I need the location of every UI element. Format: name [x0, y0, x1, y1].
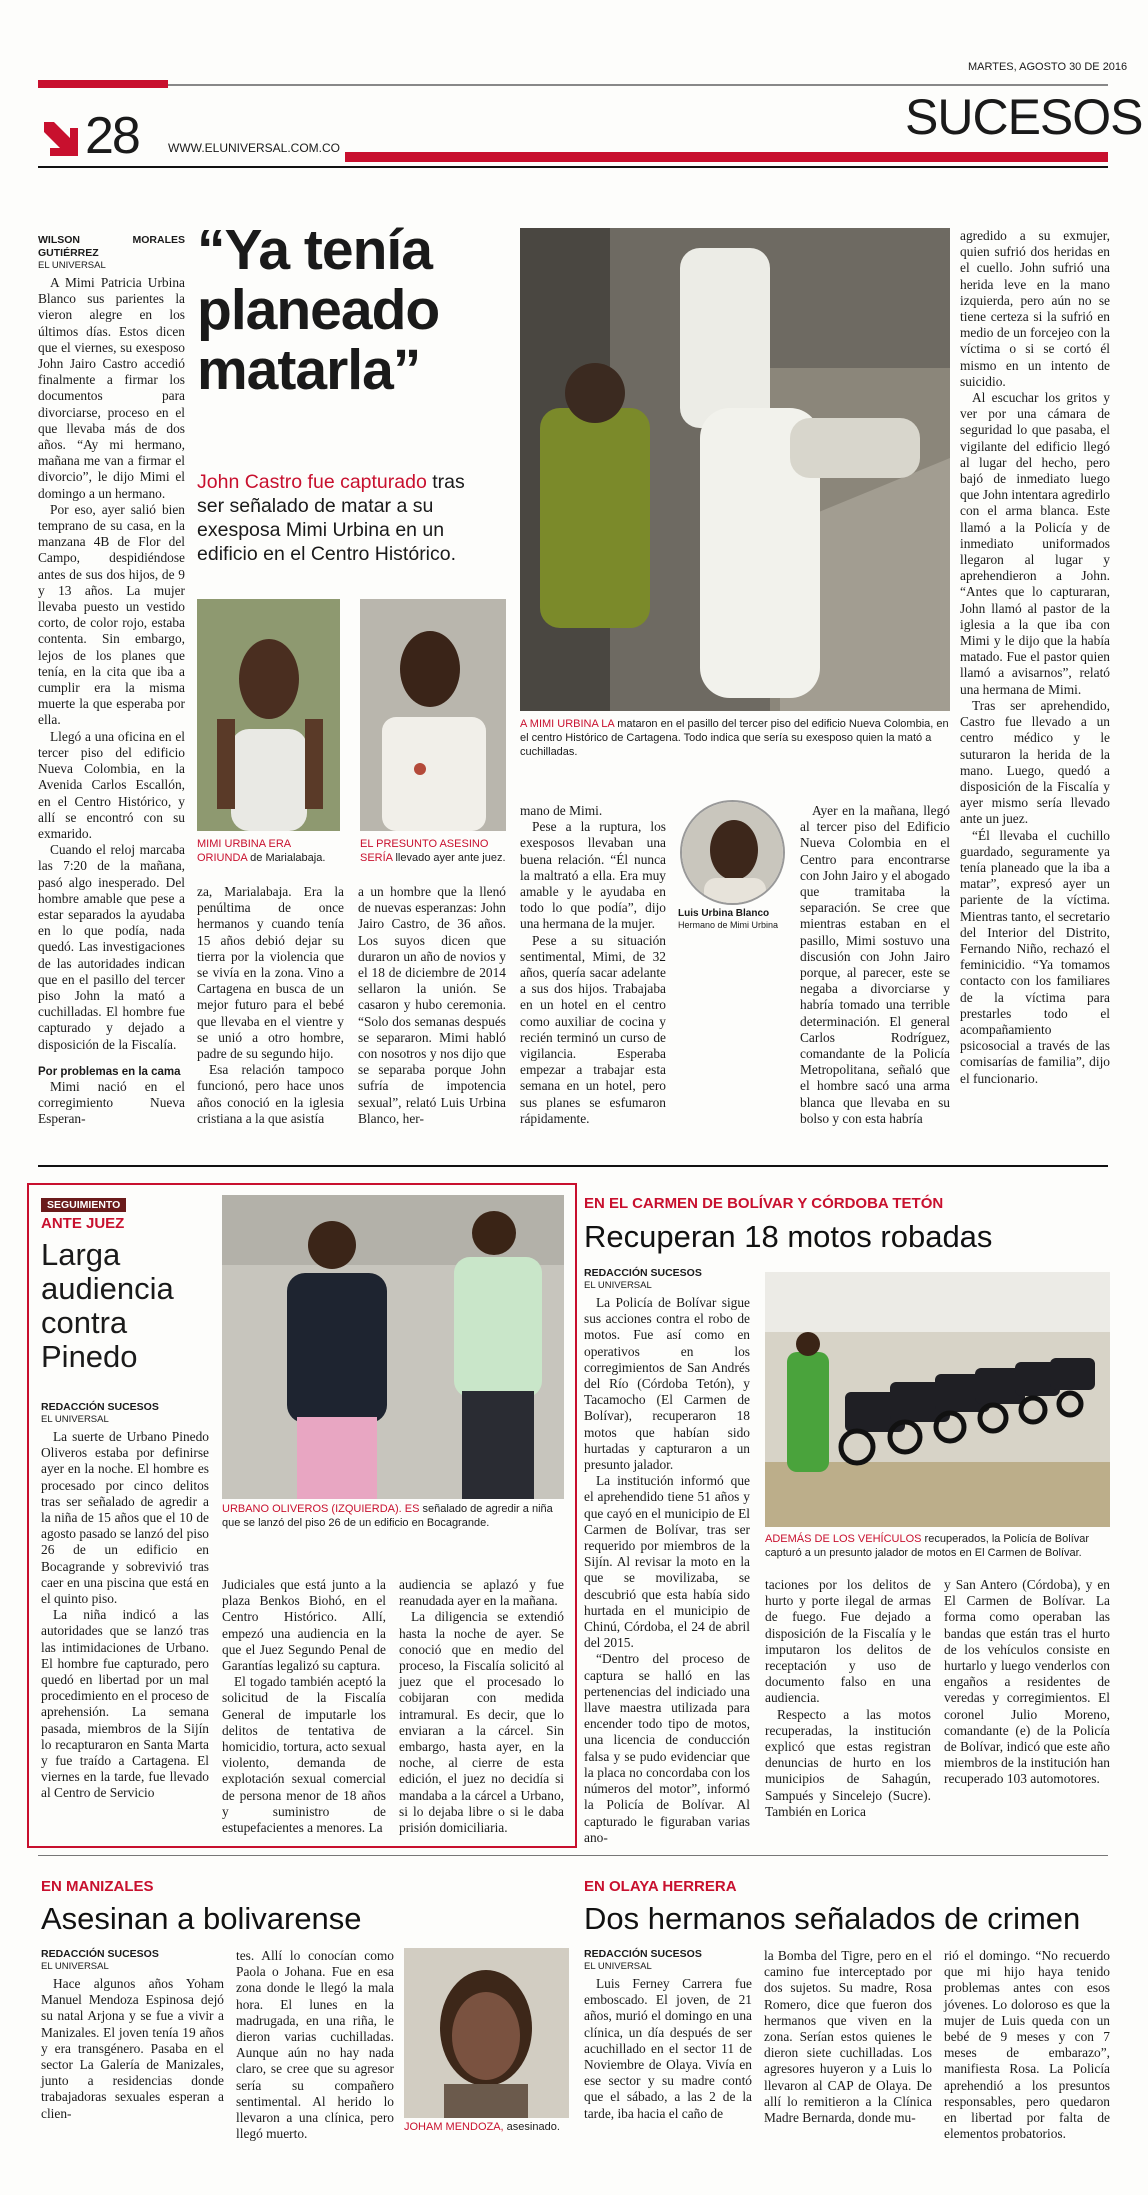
paragraph: La niña indicó a las autoridades que se lanzó tras las intimidaciones de Urbano. El hombre fue capturado, pero quedó en libertad por un mal procedimiento en el proceso de aprehensión. La semana pasada, miembros de la Sijín lo recapturaron en Santa Marta y fue traído a Cartagena. El viernes en la tarde, fue llevado al Centro de Servicio: [41, 1607, 209, 1801]
pinedo-headline: Larga audiencia contra Pinedo: [41, 1237, 174, 1374]
crime-scene-photo-caption: A MIMI URBINA LA mataron en el pasillo del tercer piso del edificio Nueva Colombia, en el centro Histórico de Cartagena. Todo indica que sería su exesposo quien la mató a cuchilladas.: [520, 718, 949, 758]
manizales-col-2: [236, 1948, 394, 2142]
olaya-kicker: EN OLAYA HERRERA: [584, 1878, 737, 1895]
olaya-byline: REDACCIÓN SUCESOS: [584, 1948, 702, 1960]
paragraph: Respecto a las motos recuperadas, la institución explicó que estas registran denuncias de hurto en los municipios de Sahagún, Sampués y Sincelejo (Sucre). También en Lorica: [765, 1706, 931, 1819]
olaya-col-3: [944, 1948, 1110, 2142]
motos-photo-caption: ADEMÁS DE LOS VEHÍCULOS recuperados, la Policía de Bolívar capturó a un presunto jalador de motos en El Carmen de Bolívar.: [765, 1533, 1090, 1559]
header-red-rule: [345, 152, 1108, 162]
pinedo-label: SEGUIMIENTO: [41, 1198, 126, 1212]
pinedo-photo: [222, 1195, 564, 1499]
paragraph: La diligencia se extendió hasta la noche de ayer. Se conoció que en medio del proceso, la Fiscalía solicitó al juez que el procesado lo cobijaran con medida intramural. Es decir, que lo enviaran a la cárcel. Sin embargo, hasta ayer, en la noche, al cierre de esta edición, el juez no decidía si mandaba a la cárcel a Urbano, si lo dejaba libre o si le daba prisión domiciliaria.: [399, 1609, 564, 1836]
main-subhead: Por problemas en la cama: [38, 1065, 181, 1078]
deck-highlight: John Castro fue capturado: [197, 471, 427, 493]
paragraph: “Él llevaba el cuchillo guardado, seguramente ya tenía planeado que la iba a matar”, expresó ayer un pariente de la víctima. Mientras tanto, el secretario del Interior del Distrito, Fernando Niño, rechazó el feminicidio. “Ya tomamos contacto con los familiares de la víctima para prestarles todo el acompañamiento psicosocial a través de las comisarías de familia”, dijo el funcionario.: [960, 827, 1110, 1086]
paragraph: Pese a la ruptura, los exesposos llevaban una buena relación. “Él nunca la maltrató a ella. Era muy amable y le ayudaba en todo lo que podía”, dijo una hermana de la mujer.: [520, 819, 666, 932]
paragraph: a un hombre que la llenó de nuevas esperanzas: John Jairo Castro, de 36 años. Los suyos dicen que duraron un año de novios y el 18 de diciembre de 2014 sellaron la unión. Se casaron y hubo ceremonia. “Solo dos semanas después se separaron. Mimi habló con nosotros y nos dijo que se separaba porque John sufría de impotencia sexual”, relató Luis Urbina Blanco, her-: [358, 884, 506, 1126]
pinedo-col-1: [41, 1401, 209, 1802]
motos-byline: REDACCIÓN SUCESOS: [584, 1267, 702, 1279]
main-col-2: [197, 884, 344, 1127]
paragraph: El togado también aceptó la solicitud de la Fiscalía General de imputarle los delitos de tentativa de homicidio, tortura, acto sexual violento, demanda de explotación sexual comercial de persona menor de 18 años y suministro de estupefacientes a menores. La: [222, 1674, 386, 1836]
pinedo-kicker: ANTE JUEZ: [41, 1215, 125, 1232]
paragraph: Luis Ferney Carrera fue emboscado. El joven, de 21 años, murió el domingo en una clínica, un día después de ser acuchillado en el sector 11 de Noviembre de Olaya. Vivía en ese sector y su madre contó que el sábado, a las 2 de la tarde, iba hacia el caño de: [584, 1976, 752, 2121]
paragraph: Hace algunos años Yoham Manuel Mendoza Espinosa dejó su natal Arjona y se fue a vivir a Manizales. El joven tenía 19 años y era transgénero. Pasaba en el sector La Galería de Manizales, junto a residencias donde trabajadoras sexuales esperan a clien-: [41, 1976, 224, 2121]
paragraph: Mimi nació en el corregimiento Nueva Esperan-: [38, 1078, 185, 1127]
pinedo-byline: REDACCIÓN SUCESOS: [41, 1401, 159, 1413]
header-top-red-bar: [38, 80, 168, 88]
manizales-byline: REDACCIÓN SUCESOS: [41, 1948, 159, 1960]
manizales-kicker: EN MANIZALES: [41, 1878, 154, 1895]
deck-text: tras ser señalado de matar a su exesposa Mimi Urbina en un edificio en el Centro Histórico.: [197, 471, 465, 565]
manizales-col-1: [41, 1948, 224, 2122]
motos-col-3: [944, 1577, 1110, 1788]
main-col-5: [800, 803, 950, 1127]
manizales-byline-org: EL UNIVERSAL: [41, 1961, 109, 1972]
website-url[interactable]: WWW.ELUNIVERSAL.COM.CO: [168, 141, 341, 155]
motos-col-1: [584, 1267, 750, 1846]
pinedo-photo-caption: URBANO OLIVEROS (IZQUIERDA). ES señalado de agredir a niña que se lanzó del piso 26 de un edificio en Bocagrande.: [222, 1503, 553, 1529]
paragraph: Por eso, ayer salió bien temprano de su casa, en la manzana 4B de Flor del Campo, despidiéndose antes de sus dos hijos, de 9 y 13 años. La mujer llevaba puesto un vestido corto, de color rojo, estaba contenta. Sin embargo, lejos de los planes que tenía, en la cita que iba a cumplir era la misma muerte la que esperaba por ella.: [38, 501, 185, 728]
main-col-6: [960, 228, 1110, 1087]
paragraph: Al escuchar los gritos y ver por una cámara de seguridad lo que pasaba, el vigilante del edificio llegó al lugar del hecho, pero bajó de inmediato luego que John intentara agredirlo con el arma blanca. Este llamó a la Policía y de inmediato uniformados llegaron al lugar y aprehendieron a John. “Antes que lo capturaran, John llamó al pastor de la iglesia a la que iba con Mimi y le dijo que la había matado. Fue el pastor quien llamó a avisarnos”, relató una hermana de Mimi.: [960, 390, 1110, 697]
paragraph: Tras ser aprehendido, Castro fue llevado a un centro médico y le suturaron la herida de la mano. Luego, quedó a disposición de la Fiscalía y ayer mismo sería llevado ante un juez.: [960, 697, 1110, 827]
manizales-headline: Asesinan a bolivarense: [41, 1901, 362, 1936]
main-byline: WILSON MORALES GUTIÉRREZ: [38, 234, 185, 259]
motos-byline-org: EL UNIVERSAL: [584, 1280, 652, 1291]
olaya-col-1: [584, 1948, 752, 2122]
paragraph: Cuando el reloj marcaba las 7:20 de la mañana, pasó algo inesperado. Del hombre amable que pese a estar separados la ayudaba en lo que podía, nada quedó. Las investigaciones de las autoridades indican que en el pasillo del tercer piso John la mató a cuchilladas. El hombre fue capturado y dejado a disposición de la Fiscalía.: [38, 842, 185, 1052]
victim-photo: [197, 599, 340, 831]
section-divider-bottom: [38, 1855, 1108, 1856]
mug-photo: [680, 800, 785, 905]
mug-name: Luis Urbina Blanco: [678, 908, 770, 919]
paragraph: agredido a su exmujer, quien sufrió dos heridas en el cuello. John sufrió una herida leve en la mano izquierda, pero aún no se tiene certeza si la sufrió en medio de un forcejeo con la víctima o si se cortó él mismo en un intento de suicidio.: [960, 228, 1110, 389]
main-headline: “Ya tenía planeado matarla”: [197, 218, 440, 402]
crime-scene-photo: [520, 228, 950, 711]
motos-headline: Recuperan 18 motos robadas: [584, 1219, 993, 1254]
paragraph: La Policía de Bolívar sigue sus acciones contra el robo de motos. Fue así como en operativos en los corregimientos de San Andrés del Río (Córdoba Tetón), y Tacamocho (El Carmen de Bolívar), recuperaron 18 motos que habían sido hurtadas y capturaron a un presunto jalador.: [584, 1295, 750, 1473]
pinedo-col-2: [222, 1577, 386, 1836]
main-col-1: [38, 234, 185, 1127]
page-number: 28: [85, 107, 139, 165]
paragraph: Pese a su situación sentimental, Mimi, de 32 años, quería sacar adelante a sus dos hijos. Trabajaba en un hotel en el centro como auxiliar de cocina y recién terminó un curso de vigilancia. Esperaba empezar a trabajar esta semana en un hotel, pero sus planes se esfumaron rápidamente.: [520, 932, 666, 1126]
paragraph: Ayer en la mañana, llegó al tercer piso del Edificio Nueva Colombia en el Centro para encontrarse con John Jairo y el abogado que tramitaba la separación. Se cree que mientras estaban en el pasillo, Mimi sostuvo una discusión con John Jairo porque, al parecer, este se negaba a divorciarse y habría tomado una terrible determinación. El general Carlos Rodríguez, comandante de la Policía Metropolitana, señaló que el hombre sacó una arma blanca que llevaba en su bolso y con esta habría: [800, 803, 950, 1126]
paragraph: Judiciales que está junto a la plaza Benkos Biohó, en el Centro Histórico. Allí, empezó una audiencia en la que el Juez Segundo Penal de Garantías legalizó su captura.: [222, 1577, 386, 1674]
suspect-photo-caption: EL PRESUNTO ASESINO SERÍA llevado ayer ante juez.: [360, 838, 506, 864]
manizales-photo: [404, 1948, 569, 2118]
paragraph: La institución informó que el aprehendido tiene 51 años y que cayó en el municipio de El Carmen de Bolívar, tras ser requerido por miembros de la Sijín. Al revisar la moto en la que se movilizaba, se descubrió que esta había sido hurtada en el municipio de Chinú, Córdoba, el 24 de abril del 2015.: [584, 1473, 750, 1651]
olaya-col-2: [764, 1948, 932, 2126]
section-divider: [38, 1165, 1108, 1167]
paragraph: “Dentro del proceso de captura se halló en las pertenencias del indiciado una llave maestra utilizada para encender todo tipo de motos, una licencia de conducción falsa y se pudo evidenciar que la placa no concordaba con los números del motor”, informó la Policía de Bolívar. Al capturado le figuraban varias ano-: [584, 1651, 750, 1845]
motos-photo: [765, 1272, 1110, 1527]
manizales-photo-caption: JOHAM MENDOZA, asesinado.: [404, 2121, 560, 2133]
header-black-rule: [38, 166, 1108, 168]
paragraph: taciones por los delitos de hurto y porte ilegal de armas de fuego. Fue dejado a disposición de la Fiscalía y le imputaron los delitos de receptación y uso de documento falso en una audiencia.: [765, 1577, 931, 1706]
paragraph: mano de Mimi.: [520, 803, 603, 818]
paragraph: Esa relación tampoco funcionó, pero hace unos años conoció en la iglesia cristiana a la que asistía: [197, 1062, 344, 1126]
paragraph: Llegó a una oficina en el tercer piso del edificio Nueva Colombia, en la Avenida Carlos Escallón, en el Centro Histórico, y allí se encontró con su exmarido.: [38, 728, 185, 841]
page-date: MARTES, AGOSTO 30 DE 2016: [968, 61, 1128, 73]
main-col-4: [520, 803, 666, 1127]
main-byline-org: EL UNIVERSAL: [38, 260, 106, 271]
victim-photo-caption: MIMI URBINA ERA ORIUNDA de Marialabaja.: [197, 838, 326, 864]
paragraph: la Bomba del Tigre, pero en el camino fue interceptado por dos sujetos. Su madre, Rosa Romero, dice que fueron dos hermanos que viven en la zona. Serían estos quienes le dieron siete cuchilladas. Los agresores huyeron y a Luis lo llevaron al CAP de Olaya. De allí lo remitieron a la Clínica Madre Bernarda, donde mu-: [764, 1948, 932, 2126]
paragraph: y San Antero (Córdoba), y en El Carmen de Bolívar. La forma como operaban las bandas que están tras el hurto de los vehículos consiste en hurtarlo y luego venderlos con engaños a residentes de veredas y corregimientos. El coronel Julio Moreno, comandante (e) de la Policía de Bolívar, indicó que este año miembros de la institución han recuperado 103 automotores.: [944, 1577, 1110, 1787]
paragraph: rió el domingo. “No recuerdo que mi hijo haya tenido problemas antes con esos jóvenes. Lo doloroso es que la mujer de Luis queda con un bebé de 9 meses y con 7 meses de embarazo”, manifiesta Rosa. La Policía aprehendió a los presuntos responsables, pero quedaron en libertad por falta de elementos probatorios.: [944, 1948, 1110, 2142]
mug-role: Hermano de Mimi Urbina: [678, 920, 779, 930]
olaya-headline: Dos hermanos señalados de crimen: [584, 1901, 1081, 1936]
suspect-photo: [360, 599, 506, 831]
main-deck: [197, 470, 497, 566]
motos-col-2: [765, 1577, 931, 1820]
paragraph: A Mimi Patricia Urbina Blanco sus parientes la vieron alegre en los últimos días. Estos dicen que el viernes, su exesposo John Jairo Castro accedió finalmente a firmar los documentos para divorciarse, proceso en el que llevaba más de dos años. “Ay mi hermano, mañana me van a firmar el divorcio”, le dijo Mimi el domingo a un hermano.: [38, 275, 185, 501]
pinedo-byline-org: EL UNIVERSAL: [41, 1414, 109, 1425]
paragraph: La suerte de Urbano Pinedo Oliveros estaba por definirse ayer en la noche. El hombre es procesado por cinco delitos tras ser señalado de agredir a la niña de 15 años que el 10 de agosto pasado se lanzó del piso 26 de un edificio en Bocagrande y sobrevivió tras caer en una piscina que está en el quinto piso.: [41, 1429, 209, 1607]
pinedo-col-3: [399, 1577, 564, 1836]
main-col-3: [358, 884, 506, 1127]
arrow-icon: [40, 118, 80, 158]
paragraph: audiencia se aplazó y fue reanudada ayer en la mañana.: [399, 1577, 564, 1609]
section-title: SUCESOS: [905, 89, 1143, 145]
header-top-rule: [168, 84, 1108, 86]
olaya-byline-org: EL UNIVERSAL: [584, 1961, 652, 1972]
paragraph: za, Marialabaja. Era la penúltima de once hermanos y cuando tenía 15 años debió dejar su tierra por la violencia que se vivía en la zona. Vino a Cartagena en busca de un mejor futuro para el bebé que llevaba en el vientre y se unió a otro hombre, padre de su segundo hijo.: [197, 884, 344, 1062]
motos-kicker: EN EL CARMEN DE BOLÍVAR Y CÓRDOBA TETÓN: [584, 1195, 944, 1212]
paragraph: tes. Allí lo conocían como Paola o Johana. Fue en esa zona donde le llegó la mala hora. El lunes en la madrugada, en una riña, le dieron varias cuchilladas. Aunque aún no hay nada claro, se cree que su agresor sería su compañero sentimental. Al herido lo llevaron a una clínica, pero llegó muerto.: [236, 1948, 394, 2142]
